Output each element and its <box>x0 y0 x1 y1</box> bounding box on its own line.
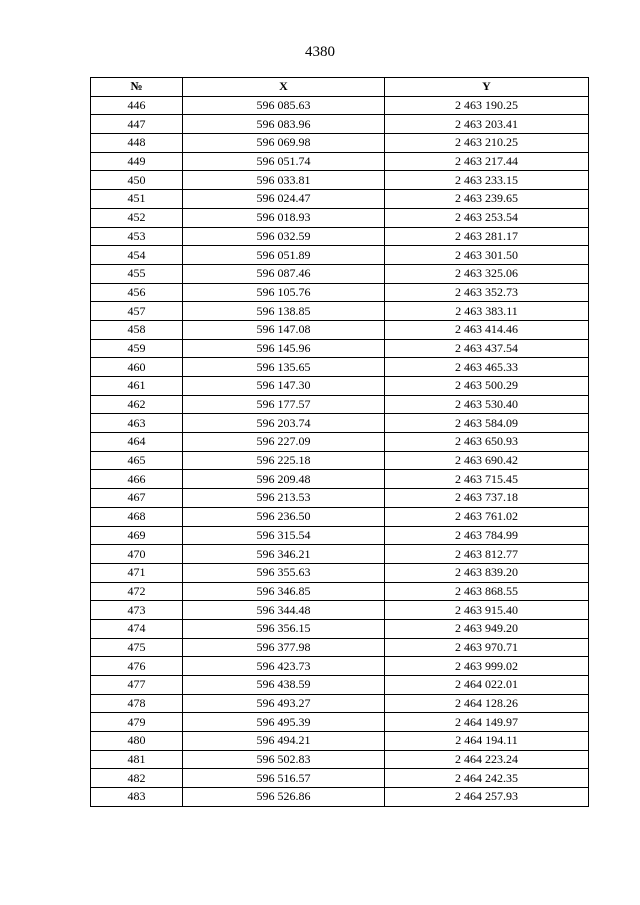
cell-y: 2 463 970.71 <box>385 638 589 657</box>
cell-x: 596 213.53 <box>183 489 385 508</box>
cell-number: 460 <box>91 358 183 377</box>
cell-x: 596 346.21 <box>183 545 385 564</box>
cell-y: 2 463 500.29 <box>385 377 589 396</box>
cell-x: 596 227.09 <box>183 433 385 452</box>
cell-number: 471 <box>91 563 183 582</box>
table-row <box>91 283 589 302</box>
cell-y: 2 463 301.50 <box>385 246 589 265</box>
cell-y: 2 463 650.93 <box>385 433 589 452</box>
cell-y: 2 463 761.02 <box>385 507 589 526</box>
cell-x: 596 138.85 <box>183 302 385 321</box>
cell-x: 596 225.18 <box>183 451 385 470</box>
cell-y: 2 463 414.46 <box>385 320 589 339</box>
table-row <box>91 433 589 452</box>
table-row <box>91 657 589 676</box>
cell-x: 596 085.63 <box>183 96 385 115</box>
cell-y: 2 463 999.02 <box>385 657 589 676</box>
table-row <box>91 134 589 153</box>
header-x: X <box>183 78 385 97</box>
cell-number: 483 <box>91 788 183 807</box>
cell-x: 596 145.96 <box>183 339 385 358</box>
cell-number: 476 <box>91 657 183 676</box>
cell-number: 456 <box>91 283 183 302</box>
cell-x: 596 209.48 <box>183 470 385 489</box>
cell-number: 477 <box>91 676 183 695</box>
cell-number: 478 <box>91 694 183 713</box>
cell-number: 472 <box>91 582 183 601</box>
cell-number: 463 <box>91 414 183 433</box>
cell-number: 466 <box>91 470 183 489</box>
cell-number: 454 <box>91 246 183 265</box>
cell-number: 462 <box>91 395 183 414</box>
cell-x: 596 236.50 <box>183 507 385 526</box>
cell-x: 596 069.98 <box>183 134 385 153</box>
table-row <box>91 190 589 209</box>
cell-x: 596 105.76 <box>183 283 385 302</box>
cell-number: 480 <box>91 732 183 751</box>
cell-x: 596 315.54 <box>183 526 385 545</box>
cell-number: 447 <box>91 115 183 134</box>
cell-x: 596 135.65 <box>183 358 385 377</box>
table-row <box>91 171 589 190</box>
cell-x: 596 502.83 <box>183 750 385 769</box>
cell-y: 2 463 737.18 <box>385 489 589 508</box>
table-row <box>91 788 589 807</box>
table-row <box>91 208 589 227</box>
cell-number: 449 <box>91 152 183 171</box>
cell-y: 2 463 465.33 <box>385 358 589 377</box>
cell-number: 467 <box>91 489 183 508</box>
table-row <box>91 526 589 545</box>
cell-number: 469 <box>91 526 183 545</box>
cell-x: 596 018.93 <box>183 208 385 227</box>
table-header-row <box>91 78 589 97</box>
cell-number: 450 <box>91 171 183 190</box>
table-row <box>91 582 589 601</box>
cell-number: 459 <box>91 339 183 358</box>
table-row <box>91 507 589 526</box>
cell-x: 596 494.21 <box>183 732 385 751</box>
cell-number: 458 <box>91 320 183 339</box>
cell-x: 596 495.39 <box>183 713 385 732</box>
cell-x: 596 493.27 <box>183 694 385 713</box>
cell-y: 2 463 812.77 <box>385 545 589 564</box>
table-row <box>91 489 589 508</box>
table-row <box>91 377 589 396</box>
table-row <box>91 302 589 321</box>
cell-y: 2 464 022.01 <box>385 676 589 695</box>
cell-y: 2 463 239.65 <box>385 190 589 209</box>
cell-x: 596 051.74 <box>183 152 385 171</box>
cell-x: 596 203.74 <box>183 414 385 433</box>
cell-x: 596 377.98 <box>183 638 385 657</box>
cell-x: 596 083.96 <box>183 115 385 134</box>
cell-y: 2 463 437.54 <box>385 339 589 358</box>
cell-number: 452 <box>91 208 183 227</box>
header-y: Y <box>385 78 589 97</box>
cell-y: 2 464 257.93 <box>385 788 589 807</box>
cell-x: 596 423.73 <box>183 657 385 676</box>
header-number: № <box>91 78 183 97</box>
cell-x: 596 355.63 <box>183 563 385 582</box>
cell-y: 2 463 253.54 <box>385 208 589 227</box>
cell-number: 464 <box>91 433 183 452</box>
table-row <box>91 694 589 713</box>
cell-number: 455 <box>91 264 183 283</box>
cell-number: 453 <box>91 227 183 246</box>
cell-y: 2 463 217.44 <box>385 152 589 171</box>
table-row <box>91 358 589 377</box>
cell-y: 2 464 223.24 <box>385 750 589 769</box>
cell-number: 448 <box>91 134 183 153</box>
table-row <box>91 227 589 246</box>
table-row <box>91 732 589 751</box>
cell-y: 2 463 839.20 <box>385 563 589 582</box>
cell-y: 2 463 352.73 <box>385 283 589 302</box>
cell-x: 596 346.85 <box>183 582 385 601</box>
cell-x: 596 356.15 <box>183 619 385 638</box>
cell-y: 2 464 128.26 <box>385 694 589 713</box>
coordinates-table <box>90 77 589 807</box>
cell-number: 470 <box>91 545 183 564</box>
cell-x: 596 526.86 <box>183 788 385 807</box>
cell-number: 473 <box>91 601 183 620</box>
cell-y: 2 464 242.35 <box>385 769 589 788</box>
cell-x: 596 516.57 <box>183 769 385 788</box>
cell-y: 2 463 281.17 <box>385 227 589 246</box>
cell-y: 2 463 949.20 <box>385 619 589 638</box>
table-row <box>91 395 589 414</box>
cell-number: 457 <box>91 302 183 321</box>
cell-y: 2 463 784.99 <box>385 526 589 545</box>
cell-x: 596 147.08 <box>183 320 385 339</box>
cell-y: 2 464 149.97 <box>385 713 589 732</box>
page-number: 4380 <box>305 44 335 60</box>
cell-y: 2 463 210.25 <box>385 134 589 153</box>
cell-y: 2 463 915.40 <box>385 601 589 620</box>
cell-number: 446 <box>91 96 183 115</box>
cell-number: 479 <box>91 713 183 732</box>
cell-x: 596 087.46 <box>183 264 385 283</box>
cell-x: 596 438.59 <box>183 676 385 695</box>
table-row <box>91 545 589 564</box>
cell-number: 468 <box>91 507 183 526</box>
cell-number: 475 <box>91 638 183 657</box>
table-body <box>91 96 589 806</box>
cell-y: 2 463 203.41 <box>385 115 589 134</box>
table-row <box>91 638 589 657</box>
table-row <box>91 713 589 732</box>
cell-number: 474 <box>91 619 183 638</box>
table-row <box>91 246 589 265</box>
table-row <box>91 769 589 788</box>
cell-y: 2 463 325.06 <box>385 264 589 283</box>
cell-y: 2 463 690.42 <box>385 451 589 470</box>
table-row <box>91 115 589 134</box>
table-row <box>91 320 589 339</box>
cell-y: 2 463 584.09 <box>385 414 589 433</box>
table-row <box>91 470 589 489</box>
table-row <box>91 619 589 638</box>
table-row <box>91 451 589 470</box>
cell-x: 596 024.47 <box>183 190 385 209</box>
table-row <box>91 339 589 358</box>
cell-number: 482 <box>91 769 183 788</box>
cell-number: 451 <box>91 190 183 209</box>
table-row <box>91 601 589 620</box>
cell-x: 596 051.89 <box>183 246 385 265</box>
cell-number: 465 <box>91 451 183 470</box>
table-row <box>91 152 589 171</box>
cell-x: 596 032.59 <box>183 227 385 246</box>
table-row <box>91 750 589 769</box>
cell-y: 2 463 383.11 <box>385 302 589 321</box>
cell-x: 596 147.30 <box>183 377 385 396</box>
cell-y: 2 463 868.55 <box>385 582 589 601</box>
table-row <box>91 563 589 582</box>
cell-x: 596 177.57 <box>183 395 385 414</box>
cell-y: 2 463 715.45 <box>385 470 589 489</box>
cell-y: 2 463 530.40 <box>385 395 589 414</box>
cell-x: 596 344.48 <box>183 601 385 620</box>
table-row <box>91 264 589 283</box>
table-row <box>91 676 589 695</box>
cell-number: 481 <box>91 750 183 769</box>
cell-x: 596 033.81 <box>183 171 385 190</box>
table-row <box>91 96 589 115</box>
cell-y: 2 464 194.11 <box>385 732 589 751</box>
cell-y: 2 463 233.15 <box>385 171 589 190</box>
cell-number: 461 <box>91 377 183 396</box>
cell-y: 2 463 190.25 <box>385 96 589 115</box>
table-row <box>91 414 589 433</box>
